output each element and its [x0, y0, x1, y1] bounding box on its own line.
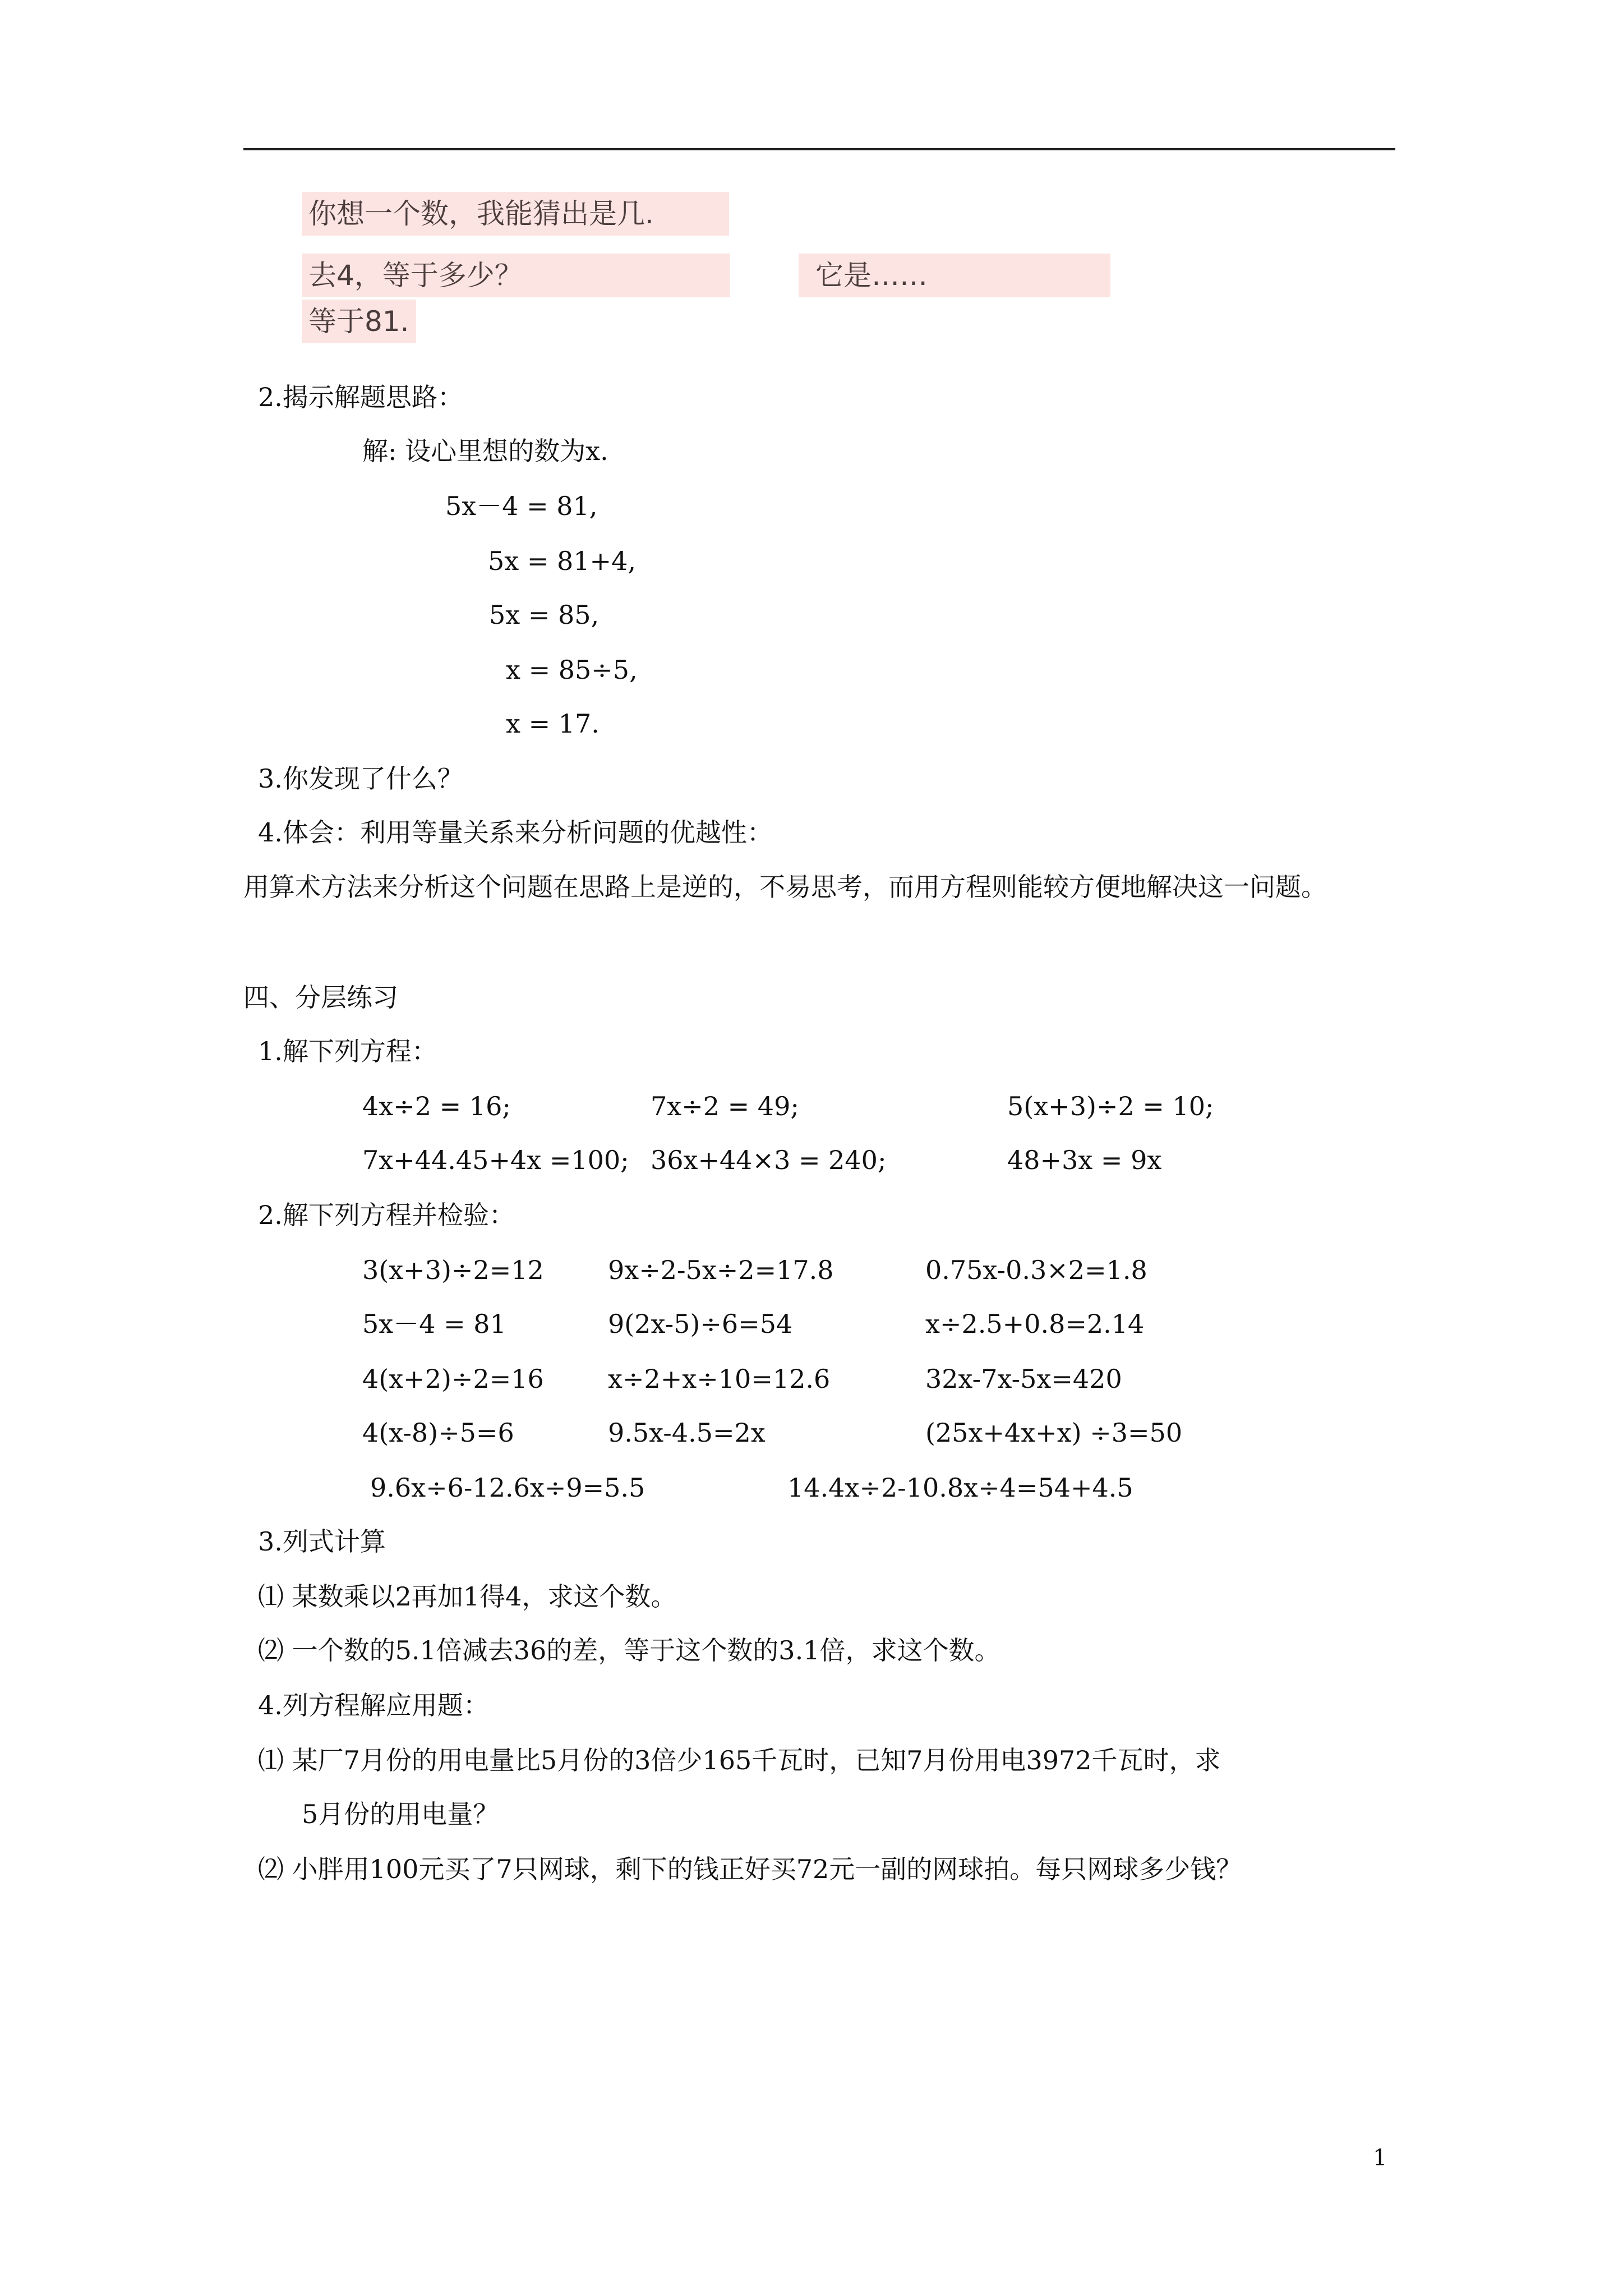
- equation: 5(x+3)÷2 = 10;: [1007, 1091, 1214, 1121]
- solution-step-4: x = 85÷5,: [506, 655, 638, 685]
- speech-bubble-4: 等于81.: [302, 300, 416, 343]
- word-problem: ⑵ 一个数的5.1倍减去36的差，等于这个数的3.1倍，求这个数。: [258, 1635, 1000, 1665]
- equation: x÷2.5+0.8=2.14: [925, 1309, 1145, 1339]
- speech-bubble-3: 它是……: [799, 254, 1110, 297]
- equation: 9x÷2-5x÷2=17.8: [608, 1255, 834, 1285]
- exercise-4-heading: 4.列方程解应用题：: [258, 1690, 489, 1720]
- equation: 0.75x-0.3×2=1.8: [925, 1255, 1147, 1285]
- equation: 4x÷2 = 16;: [362, 1091, 511, 1121]
- reflection-paragraph: 用算术方法来分析这个问题在思路上是逆的，不易思考，而用方程则能较方便地解决这一问题。: [243, 872, 1327, 902]
- equation: x÷2+x÷10=12.6: [608, 1364, 831, 1394]
- equation: 48+3x = 9x: [1007, 1145, 1162, 1175]
- equation: 9(2x-5)÷6=54: [608, 1309, 793, 1339]
- section-heading-4: 4.体会：利用等量关系来分析问题的优越性：: [258, 817, 773, 848]
- page-number: 1: [1373, 2145, 1387, 2171]
- equation: 5x－4 = 81: [362, 1309, 506, 1339]
- header-rule: [243, 148, 1395, 150]
- equation: 14.4x÷2-10.8x÷4=54+4.5: [787, 1473, 1133, 1503]
- section-heading-2: 2.揭示解题思路：: [258, 382, 463, 412]
- word-problem-continued: 5月份的用电量？: [302, 1799, 499, 1829]
- solution-intro: 解: 设心里想的数为x.: [362, 436, 608, 466]
- word-problem: ⑴ 某数乘以2再加1得4，求这个数。: [258, 1581, 677, 1612]
- equation: 3(x+3)÷2=12: [362, 1255, 544, 1285]
- equation: 9.5x-4.5=2x: [608, 1418, 766, 1448]
- solution-step-2: 5x = 81+4,: [488, 546, 636, 576]
- speech-bubble-2: 去4，等于多少？: [302, 254, 730, 297]
- solution-step-1: 5x－4 = 81,: [445, 491, 598, 521]
- speech-bubble-1: 你想一个数，我能猜出是几.: [302, 192, 729, 236]
- equation: 32x-7x-5x=420: [925, 1364, 1122, 1394]
- equation: 4(x+2)÷2=16: [362, 1364, 544, 1394]
- word-problem: ⑴ 某厂7月份的用电量比5月份的3倍少165千瓦时，已知7月份用电3972千瓦时，求: [258, 1745, 1221, 1775]
- equation: 9.6x÷6-12.6x÷9=5.5: [370, 1473, 645, 1503]
- exercise-1-heading: 1.解下列方程：: [258, 1036, 437, 1066]
- solution-step-3: 5x = 85,: [489, 600, 600, 630]
- exercise-3-heading: 3.列式计算: [258, 1526, 386, 1557]
- solution-step-5: x = 17.: [506, 708, 600, 739]
- exercise-2-heading: 2.解下列方程并检验：: [258, 1200, 515, 1230]
- section-heading-3: 3.你发现了什么？: [258, 763, 463, 794]
- equation: 7x+44.45+4x =100;: [362, 1145, 629, 1175]
- word-problem: ⑵ 小胖用100元买了7只网球，剩下的钱正好买72元一副的网球拍。每只网球多少钱？: [258, 1854, 1242, 1884]
- part-heading-4: 四、分层练习: [243, 982, 398, 1013]
- equation: 36x+44×3 = 240;: [651, 1145, 887, 1175]
- equation: 4(x-8)÷5=6: [362, 1418, 514, 1448]
- equation: (25x+4x+x) ÷3=50: [925, 1418, 1183, 1448]
- equation: 7x÷2 = 49;: [651, 1091, 799, 1121]
